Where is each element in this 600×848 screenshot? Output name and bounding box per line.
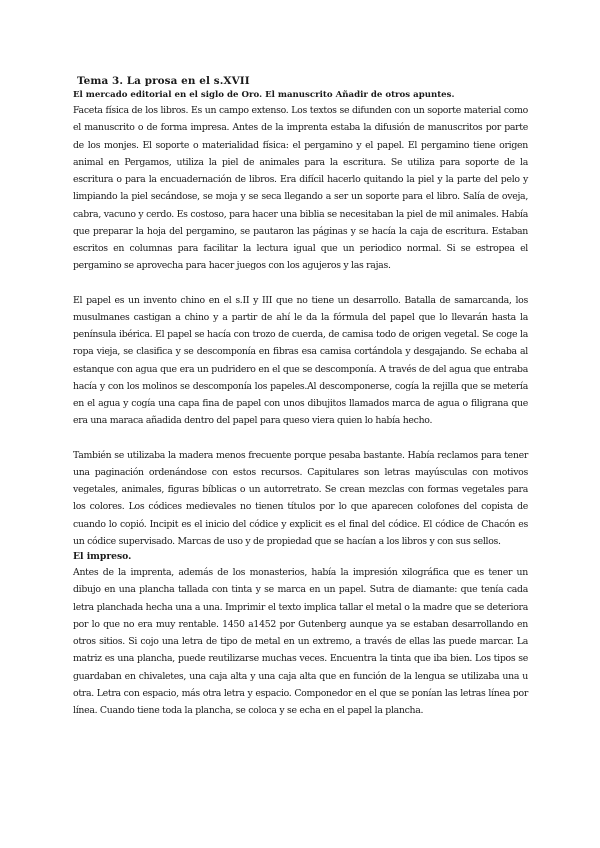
document-subtitle: El mercado editorial en el siglo de Oro. El manuscrito Añadir de otros apuntes. [73,90,455,100]
document-title: Tema 3. La prosa en el s.XVII [77,75,250,87]
section-heading-impreso: El impreso. [73,551,132,562]
paragraph-papel: El papel es un invento chino en el s.II y III que no tiene un desarrollo. Batalla de samarcanda, los musulmanes castigan a chino y a partir de ahí le da la fórmula del papel que lo llevarán hasta la península ibérica. El papel se hacía con trozo de cuerda, de camisa todo de origen vegetal. Se coge la ropa vieja, se clasifica y se descomponía en fibras esa camisa cortándola y desgajando. Se echaba al estanque con agua que era un pudridero en el que se descomponía. A través de del agua que entraba hacía y con los molinos se descomponía los papeles.Al descomponerse, cogía la rejilla que se metería en el agua y cogía una capa fina de papel con unos dibujitos llamados marca de agua o filigrana que era una maraca añadida dentro del papel para queso viera quien lo había hecho. [73,294,528,427]
paragraph-impreso: Antes de la imprenta, además de los monasterios, había la impresión xilográfica que es tener un dibujo en una plancha tallada con tinta y se marca en un papel. Sutra de diamante: que tenía cada letra planchada hecha una a una. Imprimir el texto implica tallar el metal o la madre que se deteriora por lo que no era muy rentable. 1450 a1452 por Gutenberg aunque ya se estaban desarrollando en otros sitios. Si cojo una letra de tipo de metal en un extremo, a través de ellas las puede marcar. La matriz es una plancha, puede reutilizarse muchas veces. Encuentra la tinta que iba bien. Los tipos se guardaban en chivaletes, una caja alta y una caja alta que en función de la lengua se utilizaba una u otra. Letra con espacio, más otra letra y espacio. Componedor en el que se ponían las letras línea por línea. Cuando tiene toda la plancha, se coloca y se echa en el papel la plancha. [73,567,528,716]
paragraph-gap [73,275,528,292]
document-body [73,74,528,719]
paragraph-madera: También se utilizaba la madera menos frecuente porque pesaba bastante. Había reclamos para tener una paginación ordenándose con estos recursos. Capitulares son letras mayúsculas con motivos vegetales, animales, figuras bíblicas o un autorretrato. Se crean mezclas con formas vegetales para los colores. Los códices medievales no tienen títulos por lo que aparecen colofones del copista de cuando lo copió. Incipit es el inicio del códice y explicit es el final del códice. El códice de Chacón es un códice supervisado. Marcas de uso y de propiedad que se hacían a los libros y con sus sellos. [73,449,528,547]
paragraph-pergamino: Faceta física de los libros. Es un campo extenso. Los textos se difunden con un soporte material como el manuscrito o de forma impresa. Antes de la imprenta estaba la difusión de manuscritos por parte de los monjes. El soporte o materialidad física: el pergamino y el papel. El pergamino tiene origen animal en Pergamos, utiliza la piel de animales para la escritura. Se utiliza para soporte de la escritura o para la encuadernación de libros. Era difícil hacerlo quitando la piel y la parte del pelo y limpiando la piel secándose, se moja y se seca llegando a ser un soporte para el libro. Salía de oveja, cabra, vacuno y cerdo. Es costoso, para hacer una biblia se necesitaban la piel de mil animales. Había que preparar la hoja del pergamino, se pautaron las páginas y se hacía la caja de escritura. Estaban escritos en columnas para facilitar la lectura igual que un periodico normal. Si se estropea el pergamino se aprovecha para hacer juegos con los agujeros y las rajas. [73,105,528,272]
paragraph-gap [73,430,528,447]
